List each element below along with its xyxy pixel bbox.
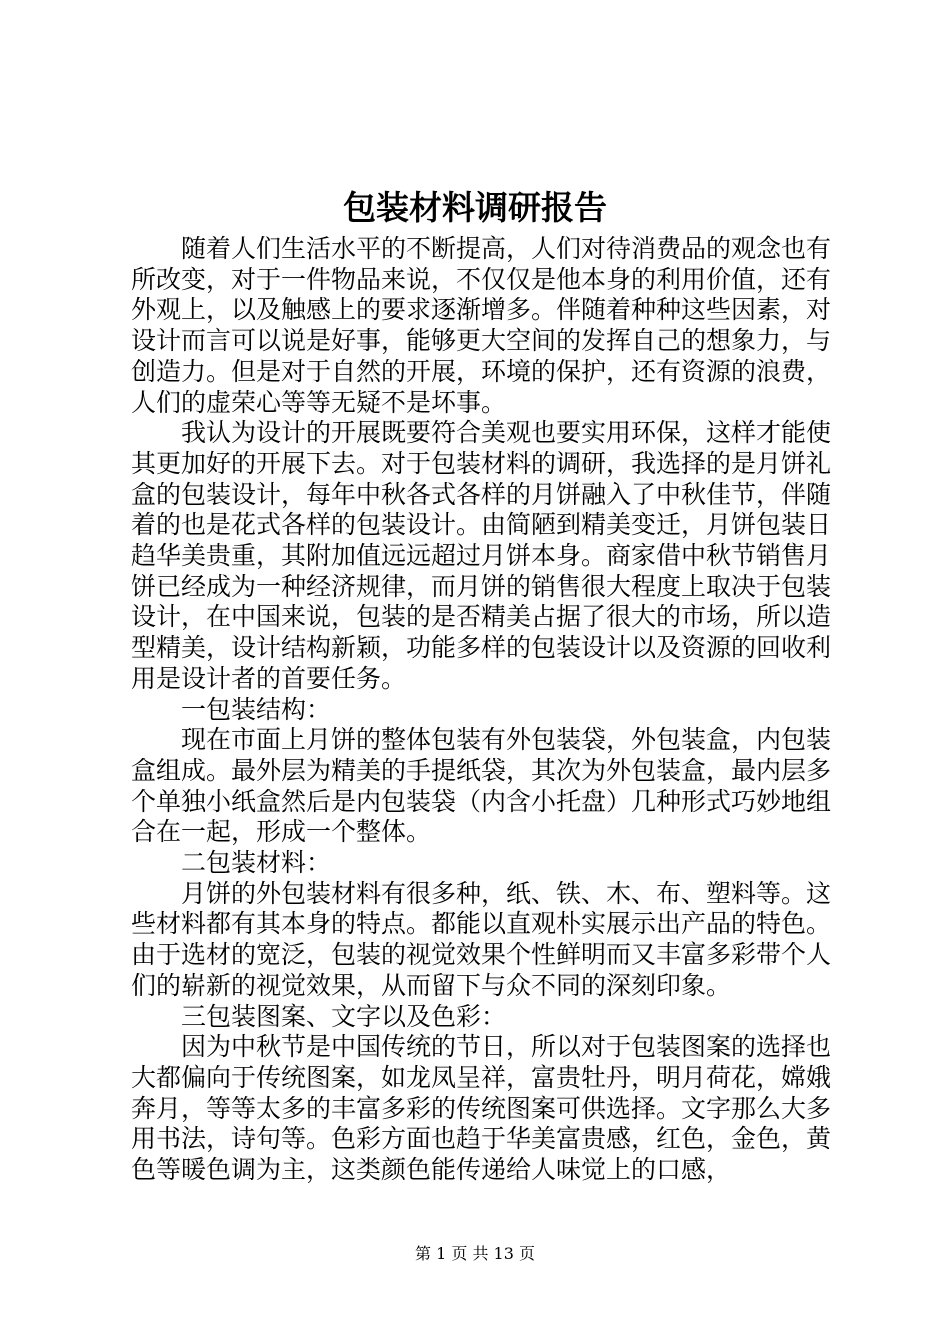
page-number-footer: 第 1 页 共 13 页 [415,1244,535,1263]
section-heading: 三包装图案、文字以及色彩： [181,1001,507,1031]
document-body [131,234,831,1186]
paragraph: 因为中秋节是中国传统的节日，所以对于包装图案的选择也大都偏向于传统图案，如龙凤呈祥，富贵牡丹，明月荷花，嫦娥奔月，等等太多的丰富多彩的传统图案可供选择。文字那么大多用书法，诗句等。色彩方面也趋于华美富贵感，红色，金色，黄色等暖色调为主，这类颜色能传递给人味觉上的口感， [131,1032,832,1185]
section-heading: 一包装结构： [181,694,332,724]
section-heading: 二包装材料： [181,848,332,878]
document-title: 包装材料调研报告 [343,188,607,227]
paragraph: 月饼的外包装材料有很多种，纸、铁、木、布、塑料等。这些材料都有其本身的特点。都能以直观朴实展示出产品的特色。由于选材的宽泛，包装的视觉效果个性鲜明而又丰富多彩带个人们的崭新的视觉效果，从而留下与众不同的深刻印象。 [131,878,832,1000]
paragraph: 现在市面上月饼的整体包装有外包装袋，外包装盒，内包装盒组成。最外层为精美的手提纸袋，其次为外包装盒，最内层多个单独小纸盒然后是内包装袋（内含小托盘）几种形式巧妙地组合在一起，形成一个整体。 [131,725,832,847]
paragraph: 随着人们生活水平的不断提高，人们对待消费品的观念也有所改变，对于一件物品来说，不仅仅是他本身的利用价值，还有外观上，以及触感上的要求逐渐增多。伴随着种种这些因素，对设计而言可以说是好事，能够更大空间的发挥自己的想象力，与创造力。但是对于自然的开展，环境的保护，还有资源的浪费，人们的虚荣心等等无疑不是坏事。 [131,234,832,417]
paragraph: 我认为设计的开展既要符合美观也要实用环保，这样才能使其更加好的开展下去。对于包装材料的调研，我选择的是月饼礼盒的包装设计，每年中秋各式各样的月饼融入了中秋佳节，伴随着的也是花式各样的包装设计。由简陋到精美变迁，月饼包装日趋华美贵重，其附加值远远超过月饼本身。商家借中秋节销售月饼已经成为一种经济规律，而月饼的销售很大程度上取决于包装设计，在中国来说，包装的是否精美占据了很大的市场，所以造型精美，设计结构新颖，功能多样的包装设计以及资源的回收利用是设计者的首要任务。 [131,418,832,693]
